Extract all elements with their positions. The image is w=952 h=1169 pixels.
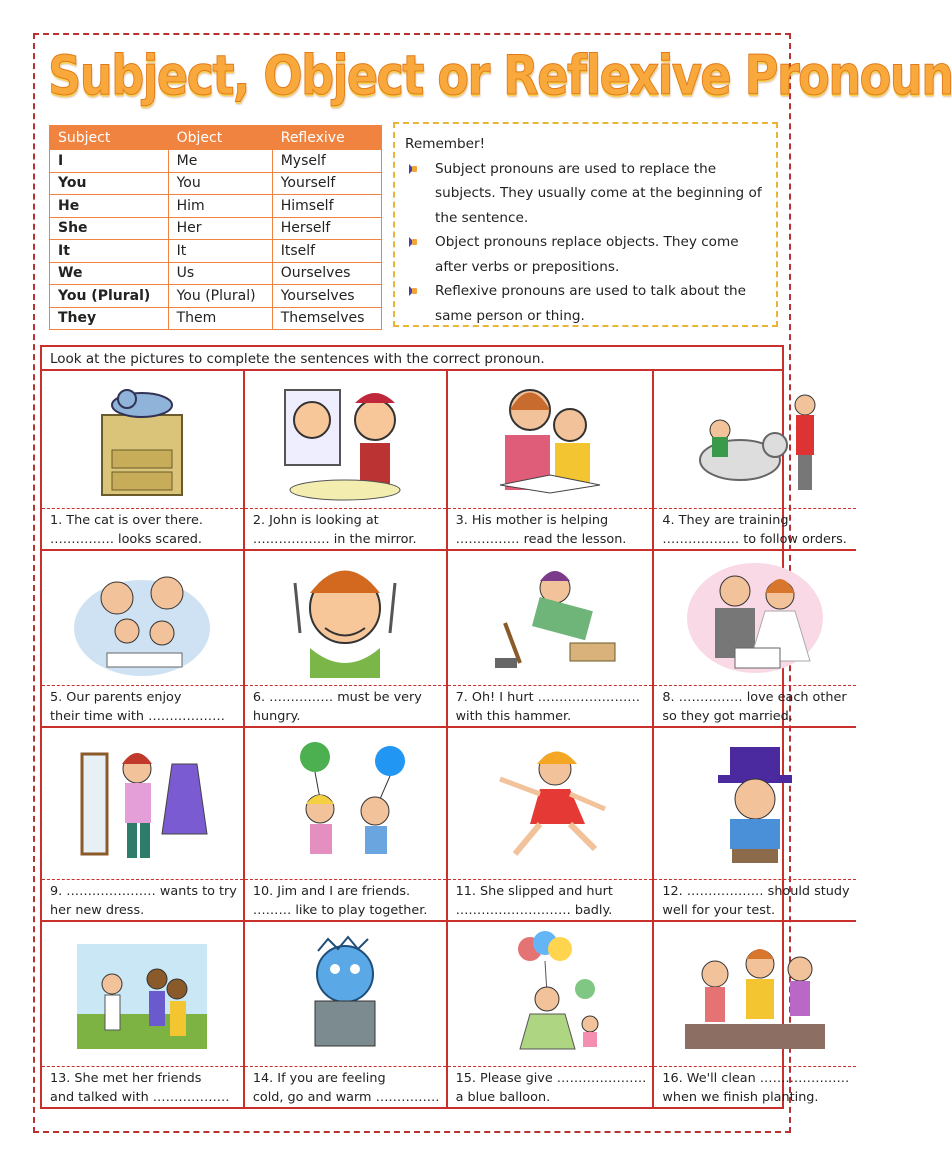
sentence-line-1: 9. ………………… wants to try bbox=[50, 884, 237, 899]
sentence bbox=[245, 509, 446, 549]
pronoun-reflexive: Herself bbox=[272, 217, 381, 240]
pronoun-row bbox=[50, 217, 382, 240]
pronoun-subject: It bbox=[50, 240, 169, 263]
pronoun-reflexive: Itself bbox=[272, 240, 381, 263]
sentence bbox=[245, 686, 446, 726]
hungry-boy-icon bbox=[270, 553, 420, 683]
picture bbox=[42, 551, 243, 686]
exercise-grid bbox=[42, 371, 850, 1107]
header-subject: Subject bbox=[50, 126, 169, 150]
exercise-item-13 bbox=[42, 922, 245, 1107]
exercise-item-16 bbox=[654, 922, 855, 1107]
sentence bbox=[448, 686, 653, 726]
sentence-line-1: 10. Jim and I are friends. bbox=[252, 884, 411, 899]
picture bbox=[448, 922, 653, 1067]
sentence-line-2: a blue balloon. bbox=[455, 1090, 551, 1105]
sentence-line-2: ……… like to play together. bbox=[252, 903, 428, 918]
pronoun-object: Her bbox=[168, 217, 272, 240]
pronoun-row bbox=[50, 307, 382, 330]
page-title: Subject, Object or Reflexive Pronoun bbox=[48, 44, 952, 107]
pronoun-row bbox=[50, 285, 382, 308]
sentence-line-1: 15. Please give ………………… bbox=[455, 1071, 647, 1086]
kids-planting-icon bbox=[680, 929, 830, 1059]
picture bbox=[245, 922, 446, 1067]
sentence-line-1: 11. She slipped and hurt bbox=[455, 884, 613, 899]
pronoun-object: It bbox=[168, 240, 272, 263]
exercise-item-12 bbox=[654, 728, 855, 922]
pronoun-reflexive: Ourselves bbox=[272, 262, 381, 285]
pronoun-subject: You (Plural) bbox=[50, 285, 169, 308]
pronoun-row bbox=[50, 150, 382, 173]
pronoun-row bbox=[50, 195, 382, 218]
sentence-line-1: 8. …………… love each other bbox=[662, 690, 847, 705]
sentence bbox=[42, 686, 243, 726]
pronoun-object: Him bbox=[168, 195, 272, 218]
sentence-line-1: 16. We'll clean ………………… bbox=[662, 1071, 850, 1086]
exercise-section bbox=[40, 345, 850, 1109]
wedding-couple-icon bbox=[680, 553, 830, 683]
exercise-item-1 bbox=[42, 371, 245, 551]
exercise-item-7 bbox=[448, 551, 655, 728]
pronoun-subject: I bbox=[50, 150, 169, 173]
picture bbox=[245, 551, 446, 686]
remember-point: Subject pronouns are used to replace the subjects. They usually come at the beginning of the sentence. bbox=[405, 157, 766, 231]
pencil-bullet-icon bbox=[409, 237, 418, 246]
sentence bbox=[654, 1067, 855, 1107]
exercise-item-14 bbox=[245, 922, 448, 1107]
picture bbox=[245, 371, 446, 509]
pronoun-subject: You bbox=[50, 172, 169, 195]
picture bbox=[42, 922, 243, 1067]
exercise-item-3 bbox=[448, 371, 655, 551]
picture bbox=[245, 728, 446, 880]
exercise-item-15 bbox=[448, 922, 655, 1107]
pronoun-object: Them bbox=[168, 307, 272, 330]
pronoun-subject: We bbox=[50, 262, 169, 285]
remember-list bbox=[405, 157, 766, 329]
exercise-item-6 bbox=[245, 551, 448, 728]
cold-man-icon bbox=[270, 929, 420, 1059]
picture bbox=[42, 371, 243, 509]
pronoun-table-header bbox=[50, 126, 382, 150]
sentence-line-2: cold, go and warm …………… bbox=[252, 1090, 440, 1105]
sentence-line-2: …………… read the lesson. bbox=[455, 532, 627, 547]
exercise-item-5 bbox=[42, 551, 245, 728]
sentence-line-2: so they got married. bbox=[662, 709, 793, 724]
pronoun-reflexive: Yourself bbox=[272, 172, 381, 195]
sentence bbox=[448, 1067, 653, 1107]
header-object: Object bbox=[168, 126, 272, 150]
sentence-line-2: when we finish planting. bbox=[662, 1090, 819, 1105]
sentence-line-2: ……………………… badly. bbox=[455, 903, 613, 918]
sentence-line-2: her new dress. bbox=[50, 903, 145, 918]
sentence-line-2: ……………… to follow orders. bbox=[662, 532, 847, 547]
sentence bbox=[245, 1067, 446, 1107]
pronoun-row bbox=[50, 262, 382, 285]
hammer-man-icon bbox=[475, 553, 625, 683]
sentence-line-1: 1. The cat is over there. bbox=[50, 513, 203, 528]
pronoun-row bbox=[50, 240, 382, 263]
friends-market-icon bbox=[67, 929, 217, 1059]
sentence-line-2: ……………… in the mirror. bbox=[252, 532, 417, 547]
exercise-item-4 bbox=[654, 371, 855, 551]
sentence-line-1: 3. His mother is helping bbox=[455, 513, 609, 528]
exercise-item-10 bbox=[245, 728, 448, 922]
pronoun-reflexive: Themselves bbox=[272, 307, 381, 330]
exercise-item-8 bbox=[654, 551, 855, 728]
boy-mirror-icon bbox=[270, 375, 420, 505]
sentence bbox=[42, 880, 243, 920]
exercise-item-11 bbox=[448, 728, 655, 922]
picture bbox=[654, 371, 855, 509]
sentence-line-2: their time with ……………… bbox=[50, 709, 225, 724]
header-reflexive: Reflexive bbox=[272, 126, 381, 150]
pencil-bullet-icon bbox=[409, 286, 418, 295]
sentence bbox=[42, 509, 243, 549]
pencil-bullet-icon bbox=[409, 164, 418, 173]
sentence-line-1: 6. …………… must be very bbox=[252, 690, 422, 705]
pronoun-object: Me bbox=[168, 150, 272, 173]
family-icon bbox=[67, 553, 217, 683]
sentence bbox=[654, 880, 855, 920]
picture bbox=[654, 728, 855, 880]
sentence bbox=[245, 880, 446, 920]
picture bbox=[42, 728, 243, 880]
picture bbox=[654, 922, 855, 1067]
sentence-line-1: 4. They are training bbox=[662, 513, 789, 528]
sentence-line-2: …………… looks scared. bbox=[50, 532, 203, 547]
remember-point: Object pronouns replace objects. They come after verbs or prepositions. bbox=[405, 230, 766, 279]
sentence-line-1: 12. ……………… should study bbox=[662, 884, 850, 899]
remember-title: Remember! bbox=[405, 136, 486, 152]
woman-slipping-icon bbox=[475, 739, 625, 869]
sentence-line-2: hungry. bbox=[252, 709, 301, 724]
sentence-line-1: 7. Oh! I hurt …………………… bbox=[455, 690, 641, 705]
sentence bbox=[654, 509, 855, 549]
pronoun-subject: She bbox=[50, 217, 169, 240]
picture bbox=[448, 728, 653, 880]
pronoun-object: You (Plural) bbox=[168, 285, 272, 308]
exercise-instruction: Look at the pictures to complete the sentences with the correct pronoun. bbox=[42, 347, 782, 371]
cat-on-dresser-icon bbox=[67, 375, 217, 505]
picture bbox=[448, 371, 653, 509]
pronoun-reflexive: Himself bbox=[272, 195, 381, 218]
pronoun-reflexive: Myself bbox=[272, 150, 381, 173]
picture bbox=[654, 551, 855, 686]
clown-balloons-icon bbox=[475, 929, 625, 1059]
pronoun-subject: He bbox=[50, 195, 169, 218]
sentence-line-1: 2. John is looking at bbox=[252, 513, 379, 528]
mother-reading-icon bbox=[475, 375, 625, 505]
friends-balloons-icon bbox=[270, 739, 420, 869]
sentence-line-1: 14. If you are feeling bbox=[252, 1071, 386, 1086]
pronoun-reflexive: Yourselves bbox=[272, 285, 381, 308]
sentence bbox=[654, 686, 855, 726]
woman-dress-icon bbox=[67, 739, 217, 869]
pronoun-object: Us bbox=[168, 262, 272, 285]
sentence-line-1: 5. Our parents enjoy bbox=[50, 690, 182, 705]
dog-training-icon bbox=[680, 375, 830, 505]
sentence-line-2: well for your test. bbox=[662, 903, 776, 918]
sentence-line-2: and talked with ……………… bbox=[50, 1090, 230, 1105]
picture bbox=[448, 551, 653, 686]
sentence bbox=[448, 880, 653, 920]
exercise-item-9 bbox=[42, 728, 245, 922]
pronoun-table bbox=[49, 125, 382, 330]
sentence bbox=[448, 509, 653, 549]
remember-point: Reflexive pronouns are used to talk about the same person or thing. bbox=[405, 279, 766, 328]
boy-top-hat-icon bbox=[680, 739, 830, 869]
remember-box bbox=[393, 122, 778, 327]
pronoun-subject: They bbox=[50, 307, 169, 330]
sentence bbox=[42, 1067, 243, 1107]
exercise-item-2 bbox=[245, 371, 448, 551]
pronoun-row bbox=[50, 172, 382, 195]
sentence-line-1: 13. She met her friends bbox=[50, 1071, 202, 1086]
pronoun-object: You bbox=[168, 172, 272, 195]
sentence-line-2: with this hammer. bbox=[455, 709, 572, 724]
